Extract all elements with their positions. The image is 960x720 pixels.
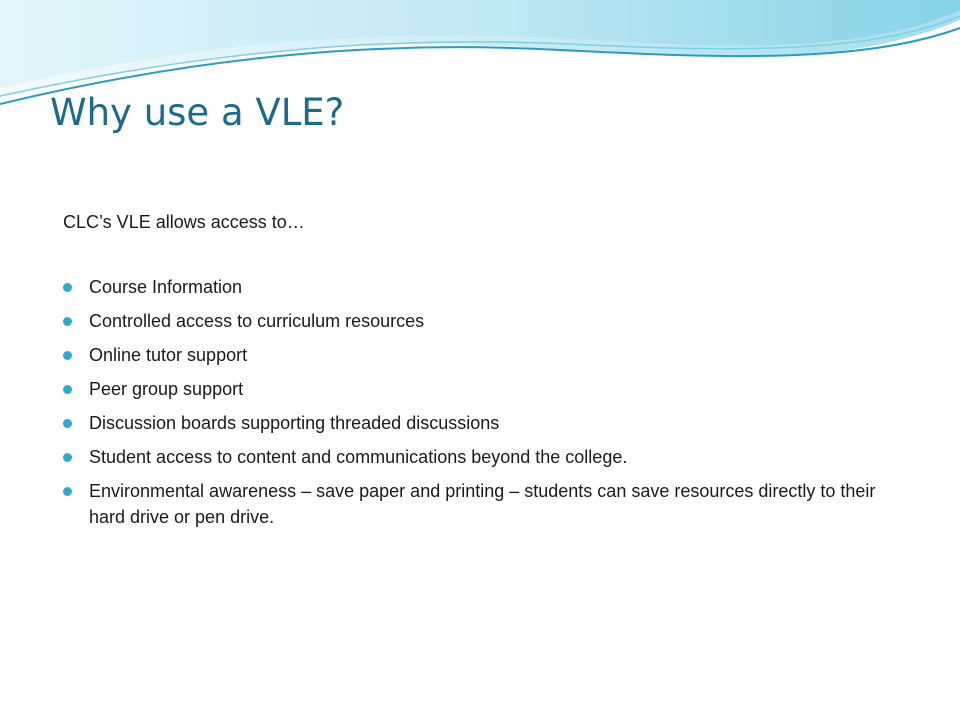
list-item-text: Environmental awareness – save paper and printing – students can save resources directly to their hard drive or pen drive. [89, 481, 876, 527]
list-item-text: Controlled access to curriculum resources [89, 311, 425, 331]
bullet-list [63, 274, 883, 530]
list-item-text: Student access to content and communications beyond the college. [89, 447, 628, 467]
list-item-text: Online tutor support [89, 345, 248, 365]
list-item-text: Course Information [89, 277, 243, 297]
list-item-text: Discussion boards supporting threaded discussions [89, 413, 500, 433]
slide-title: Why use a VLE? [50, 91, 345, 134]
list-item [63, 410, 883, 436]
bullet-dot-icon [63, 385, 72, 394]
intro-text: CLC’s VLE allows access to… [63, 212, 305, 232]
list-item-text: Peer group support [89, 379, 244, 399]
bullet-dot-icon [63, 453, 72, 462]
slide-body [63, 208, 883, 538]
bullet-dot-icon [63, 487, 72, 496]
list-item [63, 444, 883, 470]
bullet-dot-icon [63, 317, 72, 326]
bullet-dot-icon [63, 283, 72, 292]
list-item [63, 274, 883, 300]
list-item [63, 308, 883, 334]
bullet-dot-icon [63, 351, 72, 360]
list-item [63, 342, 883, 368]
bullet-dot-icon [63, 419, 72, 428]
list-item [63, 376, 883, 402]
list-item [63, 478, 883, 530]
